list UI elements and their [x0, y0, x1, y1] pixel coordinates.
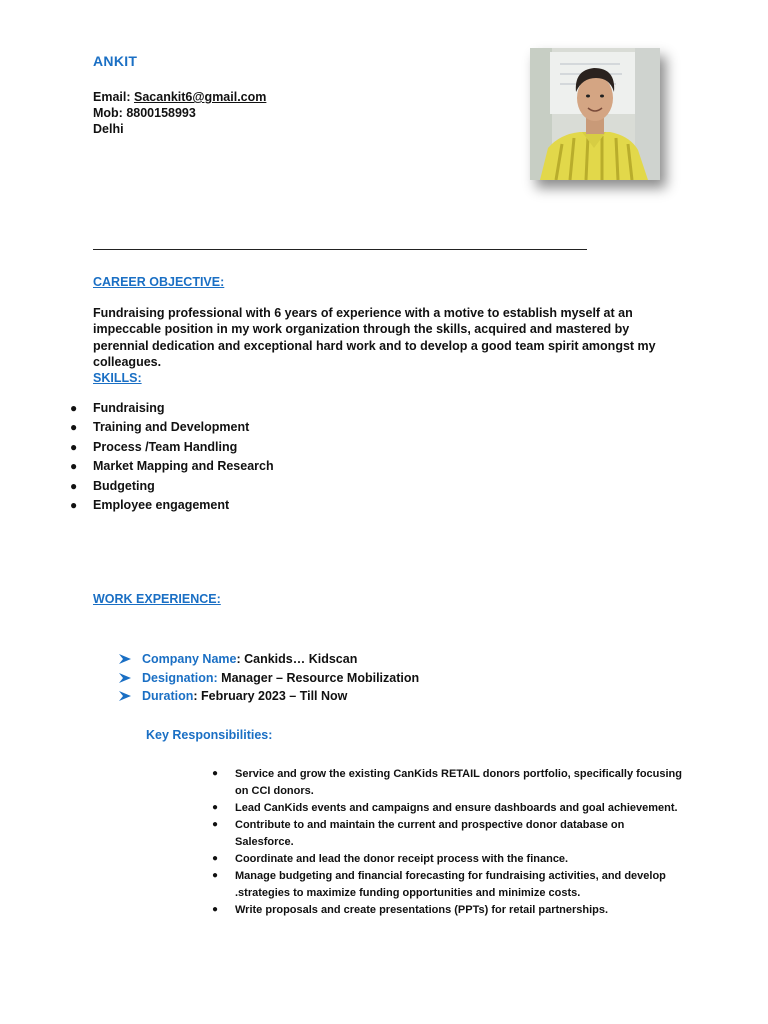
bullet-icon: ●: [70, 401, 78, 415]
designation-value: Manager – Resource Mobilization: [217, 670, 420, 685]
arrow-bullet-icon: [118, 653, 132, 665]
bullet-icon: ●: [212, 903, 219, 915]
candidate-name: ANKIT: [93, 53, 138, 69]
skill-text: Employee engagement: [93, 497, 230, 512]
list-item: [212, 817, 682, 851]
job-details: [118, 652, 419, 708]
responsibility-text: Manage budgeting and financial forecasting for fundraising activities, and develop .strategies to maximize funding opportunities and minimize costs.: [235, 869, 666, 899]
key-responsibilities-heading: Key Responsibilities:: [146, 728, 273, 742]
responsibility-text: Contribute to and maintain the current and prospective donor database on Salesforce.: [235, 818, 625, 848]
responsibilities-list: [212, 766, 682, 919]
skill-text: Process /Team Handling: [93, 439, 238, 454]
career-objective-text: Fundraising professional with 6 years of experience with a motive to establish myself at an impeccable position in my work organization through the skills, acquired and mastered by perennial dedication and exceptional hard work and to develop a good team spirit amongst my colleagues.: [93, 306, 656, 369]
company-value: : Cankids… Kidscan: [236, 652, 358, 666]
email-line: [93, 89, 266, 105]
list-item: [70, 420, 274, 439]
bullet-icon: ●: [70, 478, 78, 493]
company-label: Company Name: [142, 652, 237, 666]
skill-text: Fundraising: [93, 401, 165, 415]
responsibility-text: Service and grow the existing CanKids RETAIL donors portfolio, specifically focusing on CCI donors.: [235, 768, 682, 797]
designation-label: Designation:: [142, 670, 218, 685]
skill-text: Budgeting: [93, 478, 155, 493]
list-item: [212, 766, 682, 800]
bullet-icon: ●: [212, 852, 219, 864]
bullet-icon: ●: [70, 497, 78, 512]
bullet-icon: ●: [212, 768, 219, 779]
company-row: [118, 652, 419, 671]
list-item: [70, 440, 274, 459]
career-objective-heading: CAREER OBJECTIVE:: [93, 275, 225, 289]
email-link[interactable]: Sacankit6@gmail.com: [134, 90, 267, 104]
email-label: Email:: [93, 90, 134, 104]
responsibility-text: Coordinate and lead the donor receipt process with the finance.: [235, 852, 569, 865]
contact-block: [93, 89, 266, 137]
city-line: Delhi: [93, 122, 124, 136]
arrow-bullet-icon: [118, 690, 132, 702]
list-item: [70, 479, 274, 498]
list-item: [212, 851, 682, 868]
skills-heading: SKILLS:: [93, 371, 142, 385]
skill-text: Market Mapping and Research: [93, 459, 274, 474]
list-item: [212, 902, 682, 919]
list-item: [212, 868, 682, 902]
bullet-icon: ●: [70, 459, 78, 474]
responsibility-text: Lead CanKids events and campaigns and ensure dashboards and goal achievement.: [235, 801, 678, 814]
list-item: [212, 800, 682, 817]
work-experience-heading: WORK EXPERIENCE:: [93, 592, 221, 606]
bullet-icon: ●: [70, 420, 78, 435]
skills-list: [70, 401, 274, 517]
profile-photo: [530, 48, 660, 180]
duration-value: : February 2023 – Till Now: [193, 689, 348, 703]
bullet-icon: ●: [212, 869, 219, 881]
list-item: [70, 459, 274, 478]
mobile-line: Mob: 8800158993: [93, 106, 196, 120]
list-item: [70, 401, 274, 420]
bullet-icon: ●: [212, 818, 219, 830]
duration-label: Duration: [142, 689, 194, 703]
arrow-bullet-icon: [118, 672, 132, 684]
skill-text: Training and Development: [93, 420, 250, 435]
bullet-icon: ●: [70, 439, 78, 454]
duration-row: [118, 689, 419, 708]
list-item: [70, 498, 274, 517]
horizontal-divider: [93, 249, 587, 250]
bullet-icon: ●: [212, 801, 219, 813]
responsibility-text: Write proposals and create presentations (PPTs) for retail partnerships.: [235, 903, 609, 916]
designation-row: [118, 671, 419, 690]
